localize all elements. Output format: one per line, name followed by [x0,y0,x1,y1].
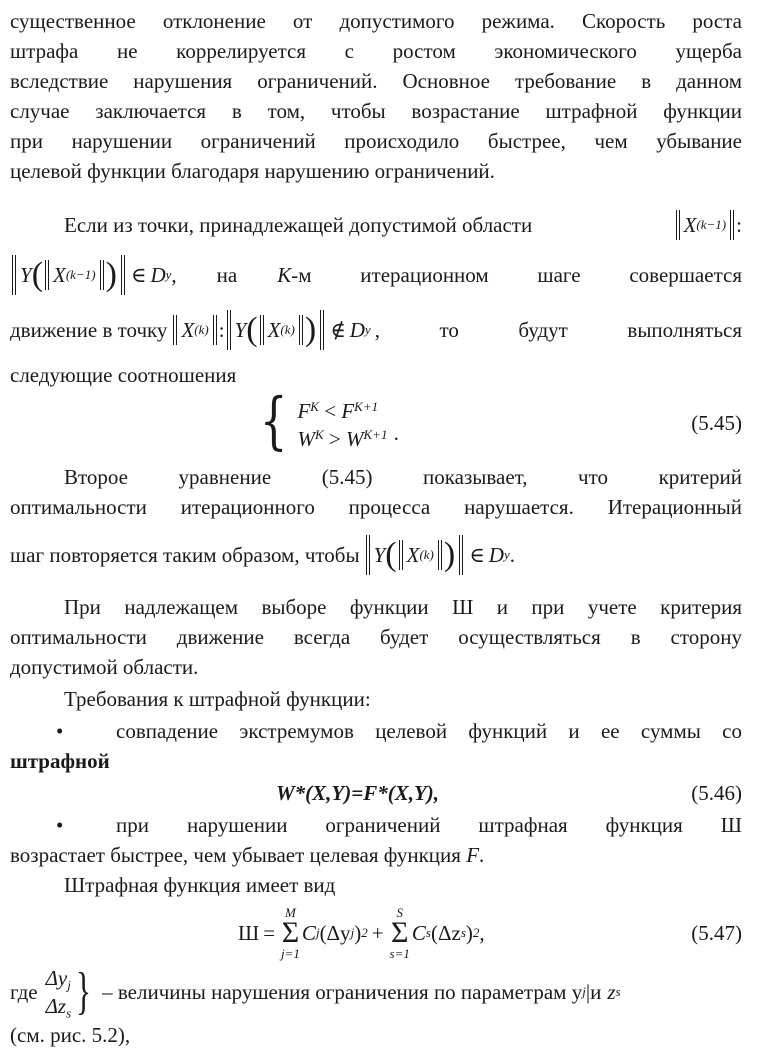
equation-number: (5.47) [691,921,742,945]
text-line: штрафной [10,749,110,773]
text-line: допустимой области. [10,655,199,679]
bullet: • [56,719,64,743]
text-fragment: Если из точки, принадлежащей допустимой области [64,213,533,237]
text-line: совпадение экстремумов целевой функций и ее суммы со [116,719,742,743]
bullet: • [56,813,64,837]
text-line: при нарушении ограничений происходило быстрее, чем убывание [10,129,742,153]
text-line: следующие соотношения [10,363,237,387]
text-line: Штрафная функция имеет вид [64,873,336,897]
text-line-math: где $\Delta y_j$ $\Delta z_s$ } – величины нарушения ограничения по параметрам y j | и z s [10,963,621,1021]
text-line: существенное отклонение от допустимого режима. Скорость роста [10,9,742,33]
sum-symbol: S Σ s=1 [389,905,410,961]
text-line: оптимальности движение всегда будет осуществляться в сторону [10,625,742,649]
text-line: (см. рис. 5.2), [10,1023,131,1047]
equation-5-47: Ш = M Σ j=1 C j (Δy j ) 2 + S Σ s=1 C s (Δz s ) 2 , (5.47) [238,905,742,961]
text-line: оптимальности итерационного процесса нарушается. Итерационный [10,495,742,519]
text-line: случае заключается в том, чтобы возрастание штрафной функции [10,99,742,123]
norm-y-of-x: Y ( X (k−1) ) [12,255,125,295]
text-line: Второе уравнение (5.45) показывает, что критерий [64,465,742,489]
equation-5-45: { $F^K < F^{K+1}$ $W^K > W^{K+1}$ · [259,384,400,457]
sum-symbol: M Σ j=1 [281,905,300,961]
text-line-math: Y ( X (k−1) ) ∈ D y , на K -м итерационном шаге совершается [10,255,742,295]
norm-x-k-minus-1: X (k−1) [676,210,735,240]
text-line-math: Если из точки, принадлежащей допустимой области X (k−1) : [10,210,742,240]
text-line-math: шаг повторяется таким образом, чтобы Y ( X (k) ) ∈ D y . [10,536,515,573]
text-line: при нарушении ограничений штрафная функция Ш [116,813,742,837]
text-line-math: движение в точку X (k) : Y ( X (k) ) ∉ D y , то будут выполняться [10,311,742,348]
text-line: При надлежащем выборе функции Ш и при учете критерия [64,595,742,619]
text-line: Требования к штрафной функции: [64,687,371,711]
document-page [10,0,742,1056]
text-line: целевой функции благодаря нарушению ограничений. [10,159,495,183]
equation-number: (5.45) [691,411,742,435]
text-line: вследствие нарушения ограничений. Основное требование в данном [10,69,742,93]
equation-5-46: W*(X,Y)=F*(X,Y), (5.46) [10,778,742,808]
text-line: штрафа не коррелируется с ростом экономического ущерба [10,39,742,63]
equation-number: (5.46) [691,781,742,805]
text-line-math: возрастает быстрее, чем убывает целевая функция F. [10,843,485,867]
norm-y-of-x-k: Y ( X (k) ) [227,310,325,350]
